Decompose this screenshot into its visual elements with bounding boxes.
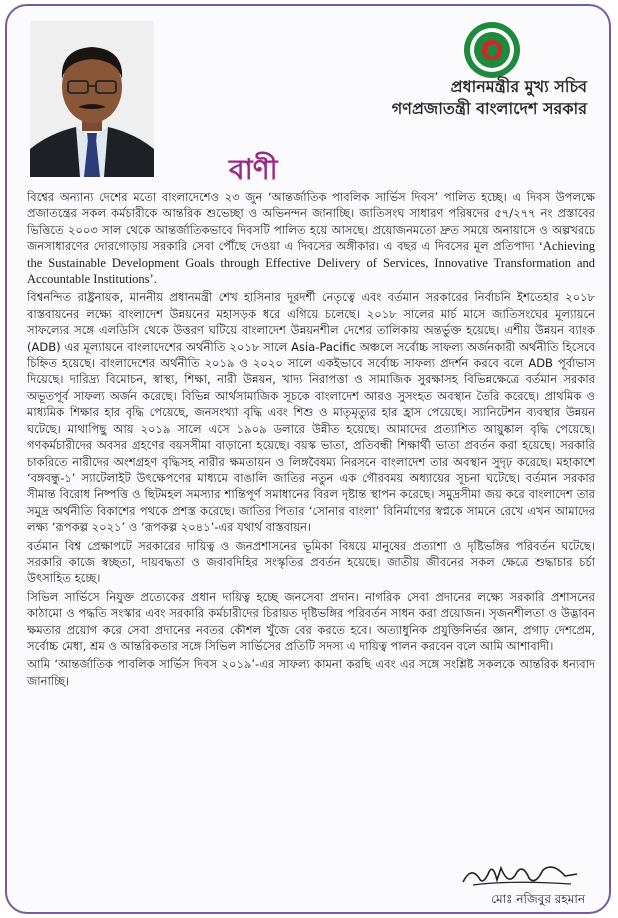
paragraph-1-text: বিশ্বের অন্যান্য দেশের মতো বাংলাদেশেও ২৩ জুন ‘আন্তর্জাতিক পাবলিক সার্ভিস দিবস’ পালিত হচ্ছে। এ দিবস উপলক্ষে প্রজাতন্ত্রের সকল কর্মচারীকে আন্তরিক শুভেচ্ছা ও অভিনন্দন জানাচ্ছি। জাতিসংঘ সাধারণ পরিষদের ৫৭/২৭৭ নং প্রস্তাবের ভিত্তিতে ২০০৩ সাল থেকে আন্তর্জাতিকভাবে দিবসটি পালিত হয়ে আসছে। প্রয়োজনমতো দ্রুত সময়ে অনায়াসে ও অল্পখরচে জনসাধারণের দোরগোড়ায় সরকারি সেবা পৌঁছে দেওয়া এ দিবসের অঙ্গীকার। এ বছর এ দিবসের মূল প্রতিপাদ্য <box>27 190 595 254</box>
designation: প্রধানমন্ত্রীর মুখ্য সচিব <box>450 77 587 96</box>
office-header <box>392 76 587 120</box>
message-card <box>5 4 611 914</box>
paragraph-1-english-theme: ‘Achieving the Sustainable Development Goals through Effective Delivery of Services, Innovative Transformation and Accountable Institutions’. <box>27 239 595 287</box>
government-seal-icon <box>462 20 522 80</box>
page-title: বাণী <box>229 153 278 186</box>
paragraph-4: সিভিল সার্ভিসে নিযুক্ত প্রত্যেকের প্রধান দায়িত্ব হচ্ছে জনসেবা প্রদান। নাগরিক সেবা প্রদানের লক্ষ্যে সরকারি প্রশাসনের কাঠামো ও পদ্ধতি সংস্কার এবং সরকারি কর্মচারীদের চিরায়ত দৃষ্টিভঙ্গির পরিবর্তন সাধন করা প্রয়োজন। সৃজনশীলতা ও উদ্ভাবন ক্ষমতার প্রয়োগ করে সেবা প্রদানের নবতর কৌশল খুঁজে বের করতে হবে। অত্যাধুনিক প্রযুক্তিনির্ভর জ্ঞান, প্রগাঢ় দেশপ্রেম, সর্বোচ্চ মেধা, শ্রম ও আন্তরিকতার সঙ্গে সিভিল সার্ভিসের প্রতিটি সদস্য এ দায়িত্ব পালন করবেন বলে আমি আশাবাদী। <box>27 589 595 653</box>
paragraph-3: বর্তমান বিশ্ব প্রেক্ষাপটে সরকারের দায়িত্ব ও জনপ্রশাসনের ভূমিকা বিষয়ে মানুষের প্রত্যাশা ও দৃষ্টিভঙ্গির পরিবর্তন ঘটেছে। সরকারি কাজে স্বচ্ছতা, দায়বদ্ধতা ও জবাবদিহির সংস্কৃতির প্রবর্তন হয়েছে। জাতীয় জীবনের সকল ক্ষেত্রে শুদ্ধাচার চর্চা উৎসাহিত হচ্ছে। <box>27 538 595 586</box>
message-body <box>27 189 595 689</box>
signer-name: মোঃ নজিবুর রহমান <box>491 892 585 906</box>
government-name: গণপ্রজাতন্ত্রী বাংলাদেশ সরকার <box>391 99 587 118</box>
paragraph-5: আমি ‘আন্তর্জাতিক পাবলিক সার্ভিস দিবস ২০১৯’-এর সাফল্য কামনা করছি এবং এর সঙ্গে সংশ্লিষ্ট সকলকে আন্তরিক ধন্যবাদ জানাচ্ছি। <box>27 657 595 688</box>
paragraph-2: বিশ্বনন্দিত রাষ্ট্রনায়ক, মাননীয় প্রধানমন্ত্রী শেখ হাসিনার দূরদর্শী নেতৃত্বে এবং বর্তমান সরকারের নির্বাচনি ইশতেহার ২০১৮ বাস্তবায়নের লক্ষ্যে বাংলাদেশ উন্নয়নের মহাসড়ক ধরে এগিয়ে চলেছে। ২০১৮ সালের মার্চ মাসে জাতিসংঘের মূল্যায়নে সাফল্যের সঙ্গে এলডিসি থেকে উত্তরণ ঘটিয়ে বাংলাদেশ উন্নয়নশীল দেশের তালিকায় অন্তর্ভুক্ত হয়েছে। এশীয় উন্নয়ন ব্যাংক (ADB) এর মূল্যায়নে বাংলাদেশের অর্থনীতি ২০১৮ সালে Asia-Pacific অঞ্চলে সর্বোচ্চ সাফল্য অর্জনকারী অর্থনীতি হিসেবে চিহ্নিত হয়েছে। বাংলাদেশের অর্থনীতি ২০১৯ ও ২০২০ সালে একইভাবে সর্বোচ্চ সাফল্য প্রদর্শন করবে বলে ADB পূর্বাভাস দিয়েছে। দারিদ্র্য বিমোচন, স্বাস্থ্য, শিক্ষা, নারী উন্নয়ন, খাদ্য নিরাপত্তা ও সামাজিক সুরক্ষাসহ বিভিন্নক্ষেত্রে বর্তমান সরকার অভূতপূর্ব সাফল্য অর্জন করেছে। বিভিন্ন আর্থসামাজিক সূচকে বাংলাদেশ আরও সুসংহত অবস্থান তৈরি করেছে। প্রাথমিক ও মাধ্যমিক শিক্ষার হার বৃদ্ধি পেয়েছে, জনসংখ্যা বৃদ্ধি এবং শিশু ও মাতৃমৃত্যুর হার হ্রাস পেয়েছে। স্যানিটেশন ব্যবস্থার উন্নয়ন ঘটেছে। মাথাপিছু আয় ২০১৯ সালে এসে ১৯০৯ ডলারে উন্নীত হয়েছে। আমাদের প্রত্যাশিত আয়ুষ্কাল বৃদ্ধি পেয়েছে। গণকর্মচারীদের অবসর গ্রহণের বয়সসীমা বাড়ানো হয়েছে। বয়স্ক ভাতা, প্রতিবন্ধী শিক্ষার্থী ভাতা প্রবর্তন করা হয়েছে। সরকারি চাকরিতে নারীদের অংশগ্রহণ বৃদ্ধিসহ নারীর ক্ষমতায়ন ও লিঙ্গবৈষম্য নিরসনে বাংলাদেশ তার অবস্থান সুদৃঢ় করেছে। মহাকাশে ‘বঙ্গবন্ধু-১’ স্যাটেলাইট উৎক্ষেপণের মাধ্যমে বাঙালি জাতির নতুন এক গৌরবময় অধ্যায়ের সূচনা ঘটেছে। বর্তমান সরকার সীমান্ত বিরোধ নিষ্পত্তি ও ছিটমহল সমস্যার শান্তিপূর্ণ সমাধানের বিরল দৃষ্টান্ত স্থাপন করেছে। সমুদ্রসীমা জয় করে বাংলাদেশ তার সমুদ্র অর্থনীতি বিকাশের পথকে প্রশস্ত করেছে। জাতির পিতার ‘সোনার বাংলা’ বিনির্মাণের স্বপ্নকে সামনে রেখে এখন আমাদের লক্ষ্য ‘রূপকল্প ২০২১’ ও ‘রূপকল্প ২০৪১’-এর যথার্থ বাস্তবায়ন। <box>27 290 595 535</box>
paragraph-1 <box>27 189 595 287</box>
portrait-photo <box>30 21 154 177</box>
signature-image <box>453 858 583 892</box>
